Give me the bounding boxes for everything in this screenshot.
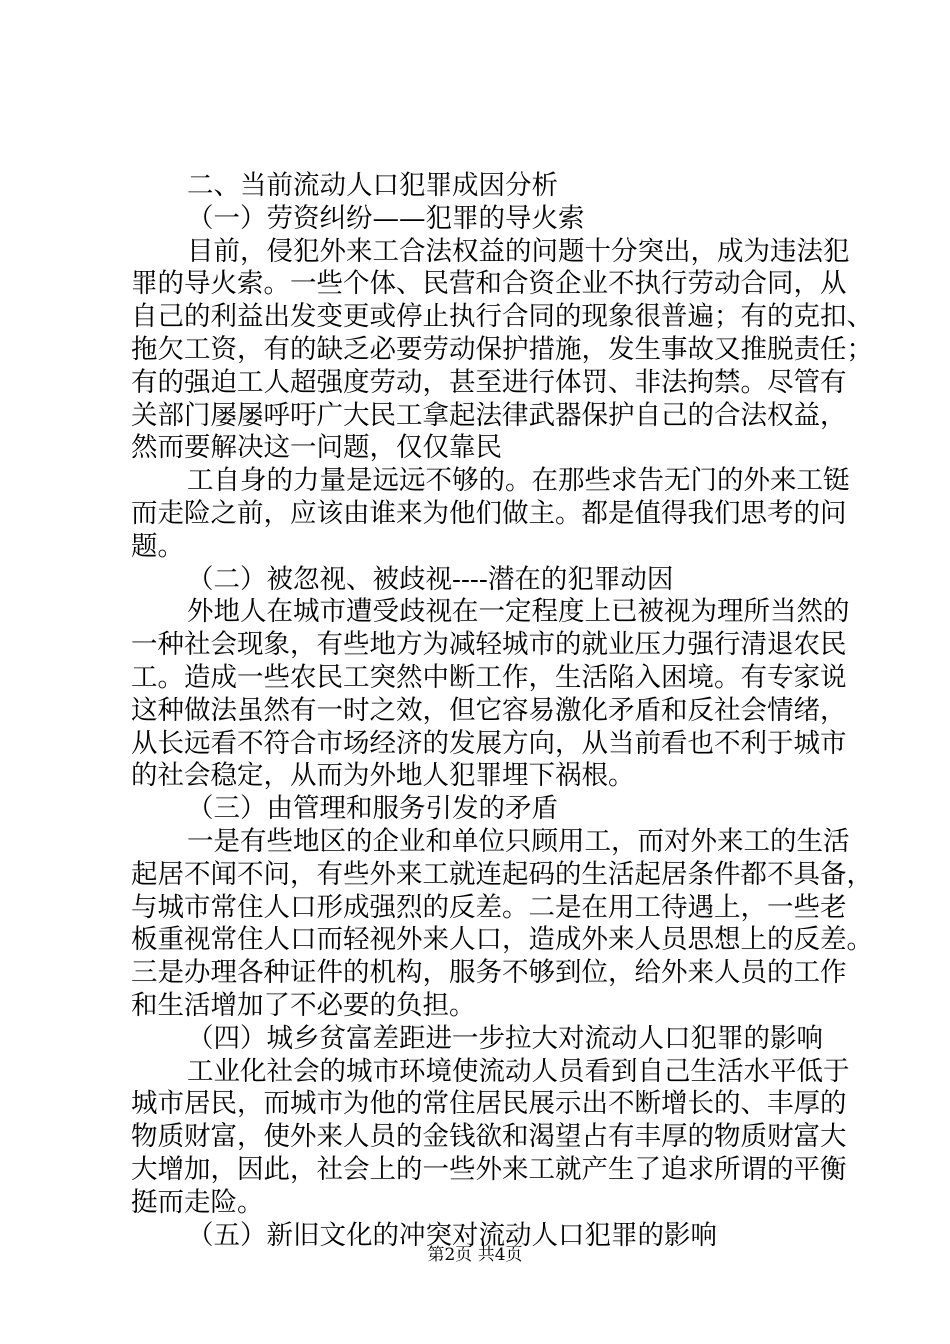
section-title: 二、当前流动人口犯罪成因分析 <box>187 170 558 201</box>
paragraph-line: 工。造成一些农民工突然中断工作，生活陷入困境。有专家说 <box>131 661 847 693</box>
paragraph-line: 拖欠工资，有的缺乏必要劳动保护措施，发生事故又推脱责任； <box>131 333 873 365</box>
subsection-heading-3: （三）由管理和服务引发的矛盾 <box>187 793 558 825</box>
paragraph-line: 这种做法虽然有一时之效，但它容易激化矛盾和反社会情绪， <box>131 694 847 726</box>
page-footer: 第2页 共4页 <box>427 1245 523 1265</box>
subsection-heading-2: （二）被忽视、被歧视----潜在的犯罪动因 <box>187 563 674 595</box>
paragraph-line: 然而要解决这一问题，仅仅靠民 <box>131 432 502 464</box>
paragraph-line: 从长远看不符合市场经济的发展方向，从当前看也不利于城市 <box>131 727 847 759</box>
paragraph-line: 板重视常住人口而轻视外来人口，造成外来人员思想上的反差。 <box>131 924 873 956</box>
paragraph-line: 有的强迫工人超强度劳动，甚至进行体罚、非法拘禁。尽管有 <box>131 366 847 398</box>
paragraph-line: 挺而走险。 <box>131 1186 264 1218</box>
paragraph-line: 起居不闻不问，有些外来工就连起码的生活起居条件都不具备， <box>131 858 873 890</box>
paragraph-line: 工业化社会的城市环境使流动人员看到自己生活水平低于 <box>187 1055 850 1087</box>
paragraph-line: 题。 <box>131 530 184 562</box>
paragraph-line: 物质财富，使外来人员的金钱欲和渴望占有丰厚的物质财富大 <box>131 1121 847 1153</box>
paragraph-line: 目前，侵犯外来工合法权益的问题十分突出，成为违法犯 <box>187 235 850 267</box>
paragraph-line: 的社会稳定，从而为外地人犯罪埋下祸根。 <box>131 760 635 792</box>
paragraph-line: 三是办理各种证件的机构，服务不够到位，给外来人员的工作 <box>131 957 847 989</box>
document-body <box>131 170 873 1252</box>
subsection-heading-1: （一）劳资纠纷——犯罪的导火索 <box>187 202 585 234</box>
paragraph-line: 关部门屡屡呼吁广大民工拿起法律武器保护自己的合法权益， <box>131 399 847 431</box>
subsection-heading-4: （四）城乡贫富差距进一步拉大对流动人口犯罪的影响 <box>187 1022 823 1054</box>
paragraph-line: 大增加，因此，社会上的一些外来工就产生了追求所谓的平衡 <box>131 1153 847 1185</box>
paragraph-line: 罪的导火索。一些个体、民营和合资企业不执行劳动合同，从 <box>131 268 847 300</box>
paragraph-line: 而走险之前，应该由谁来为他们做主。都是值得我们思考的问 <box>131 497 847 529</box>
paragraph-line: 和生活增加了不必要的负担。 <box>131 989 476 1021</box>
paragraph-line: 与城市常住人口形成强烈的反差。二是在用工待遇上，一些老 <box>131 891 847 923</box>
paragraph-line: 自己的利益出发变更或停止执行合同的现象很普遍；有的克扣、 <box>131 301 873 333</box>
paragraph-line: 城市居民，而城市为他的常住居民展示出不断增长的、丰厚的 <box>131 1088 847 1120</box>
paragraph-line: 工自身的力量是远远不够的。在那些求告无门的外来工铤 <box>187 465 850 497</box>
paragraph-line: 一种社会现象，有些地方为减轻城市的就业压力强行清退农民 <box>131 629 847 661</box>
subsection-heading-5: （五）新旧文化的冲突对流动人口犯罪的影响 <box>187 1219 717 1251</box>
paragraph-line: 一是有些地区的企业和单位只顾用工，而对外来工的生活 <box>187 825 850 857</box>
paragraph-line: 外地人在城市遭受歧视在一定程度上已被视为理所当然的 <box>187 596 850 628</box>
